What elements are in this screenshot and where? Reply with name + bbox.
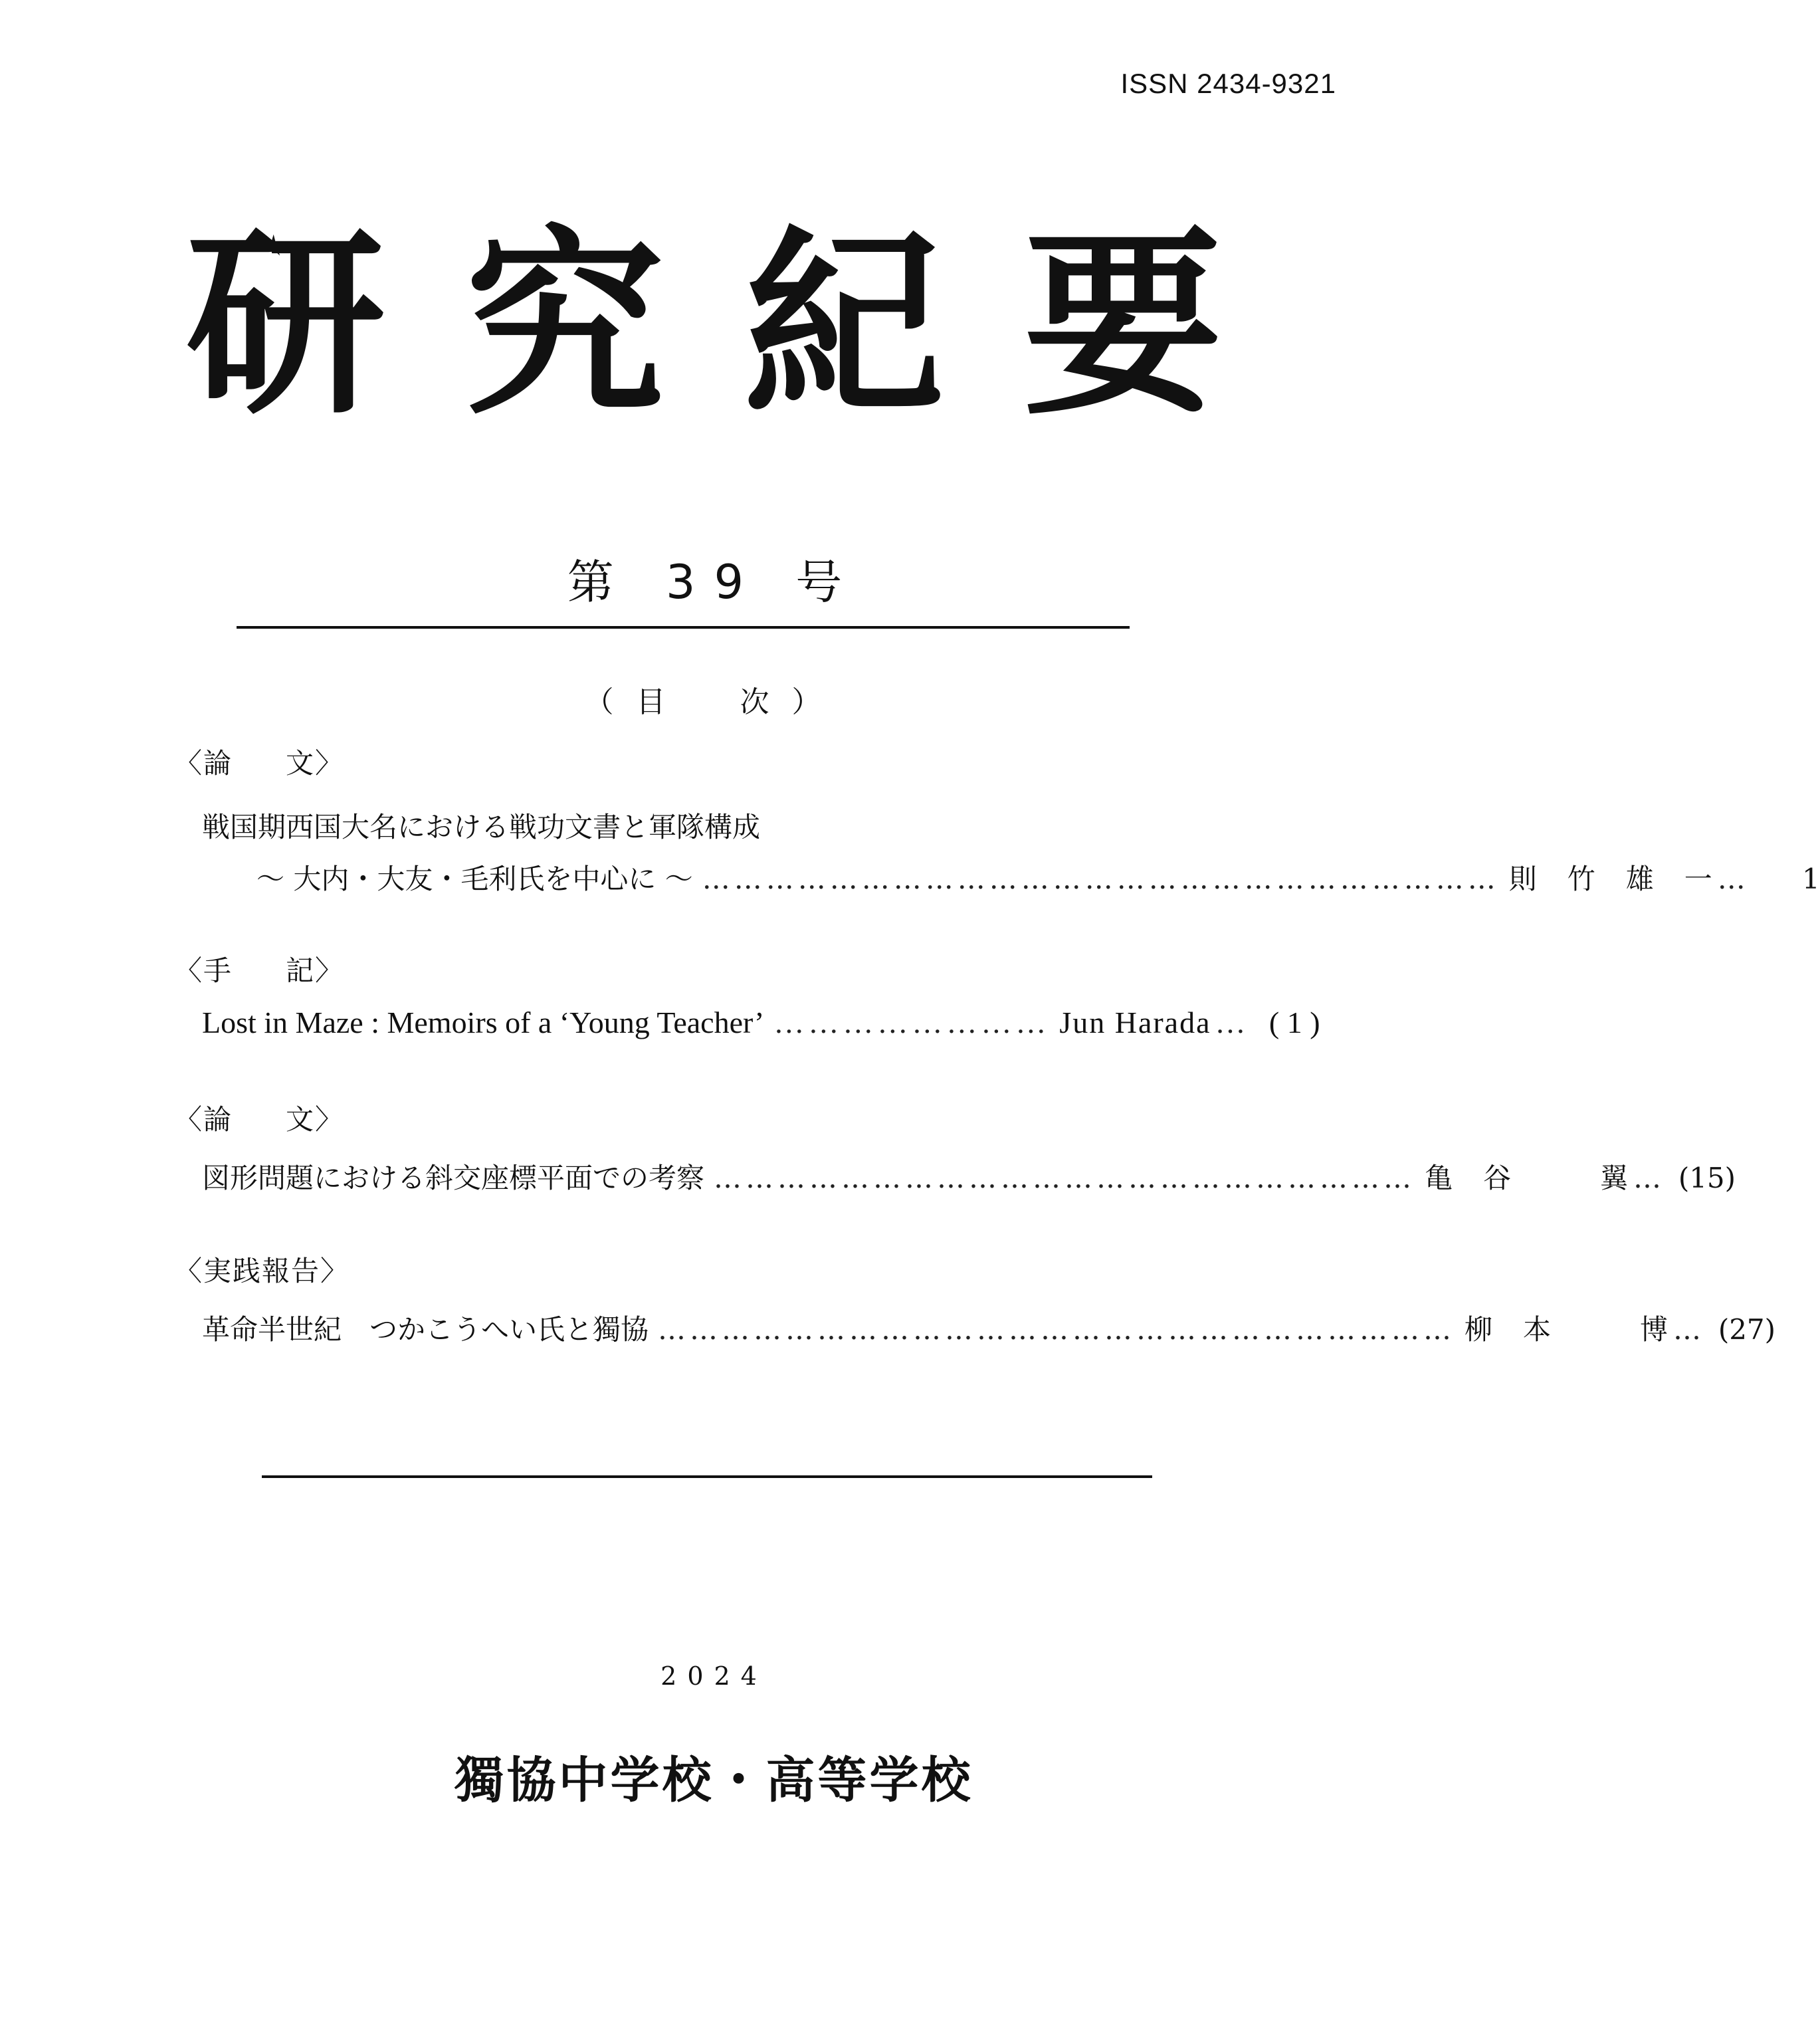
- leader-dots: …………………………………………………………………: [658, 1313, 1456, 1346]
- entry-4-title: 革命半世紀 つかこうへい氏と獨協: [202, 1313, 649, 1346]
- entry-4-author: 柳 本 博: [1465, 1313, 1670, 1346]
- entry-3-line: [202, 1156, 1736, 1196]
- section-label-ronbun-2: [174, 1098, 344, 1138]
- section-label-left: 〈実践報告〉: [174, 1255, 350, 1287]
- leader-dots: …………………………………………………………: [714, 1162, 1416, 1194]
- entry-3-title: 図形問題における斜交座標平面での考察: [202, 1162, 705, 1194]
- section-label-right: 文〉: [286, 1103, 345, 1136]
- volume-number: 第 39 号: [567, 555, 861, 609]
- entry-2-author: Jun Harada: [1059, 1006, 1211, 1039]
- entry-1-title-line1: 戦国期西国大名における戦功文書と軍隊構成: [202, 811, 761, 843]
- entry-3-page: (15): [1678, 1162, 1736, 1194]
- leader-dots: …: [1633, 1162, 1666, 1194]
- leader-dots: ……………………: [773, 1006, 1051, 1039]
- section-label-right: 記〉: [286, 954, 345, 987]
- section-label-left: 〈論: [174, 747, 233, 780]
- publication-year: 2024: [660, 1661, 767, 1691]
- entry-1-author: 則 竹 雄 一: [1508, 863, 1714, 895]
- leader-dots: …: [1717, 863, 1750, 895]
- entry-4-page: (27): [1718, 1313, 1776, 1346]
- bottom-divider: [262, 1475, 1152, 1478]
- publisher-name: 獨協中学校・高等学校: [455, 1752, 973, 1809]
- journal-title: [186, 207, 1223, 441]
- section-label-jissen: [174, 1249, 350, 1289]
- section-label-right: 文〉: [286, 747, 345, 780]
- title-char-2: 究: [465, 207, 664, 441]
- issn-number: ISSN 2434-9321: [1120, 68, 1336, 99]
- section-label-left: 〈手: [174, 954, 233, 987]
- entry-1-line2: [256, 857, 1820, 897]
- section-label-ronbun-1: [174, 742, 344, 782]
- leader-dots: …: [1215, 1006, 1250, 1039]
- entry-1-page: 1: [1801, 863, 1820, 895]
- entry-4-line: [202, 1308, 1776, 1348]
- section-label-left: 〈論: [174, 1103, 233, 1136]
- top-divider: [237, 626, 1130, 629]
- leader-dots: …………………………………………………………………: [702, 863, 1500, 895]
- entry-1-subtitle: 〜 大内・大友・毛利氏を中心に 〜: [256, 863, 693, 895]
- section-label-shuki: [174, 949, 344, 989]
- entry-2-line: [202, 1005, 1320, 1040]
- toc-heading: （目 次）: [584, 685, 844, 719]
- entry-2-title: Lost in Maze : Memoirs of a ‘Young Teacher’: [202, 1006, 765, 1039]
- title-char-4: 要: [1023, 207, 1223, 441]
- leader-dots: …: [1673, 1313, 1706, 1346]
- title-char-1: 研: [186, 207, 385, 441]
- title-char-3: 紀: [744, 207, 944, 441]
- entry-2-page: ( 1 ): [1268, 1006, 1320, 1039]
- entry-3-author: 亀 谷 翼: [1425, 1162, 1630, 1194]
